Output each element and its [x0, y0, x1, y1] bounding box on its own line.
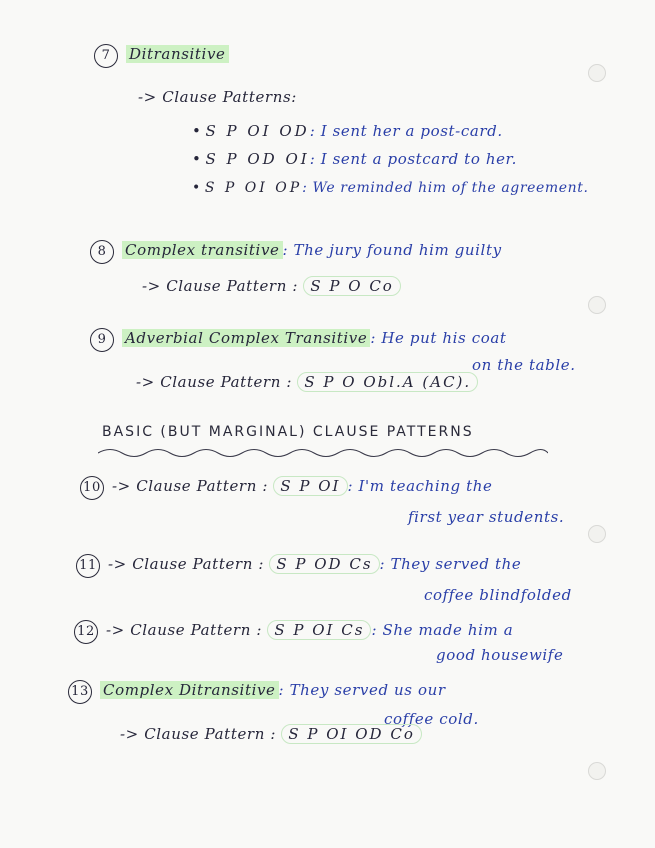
item-9-title-line — [90, 328, 507, 352]
clause-pattern: S P OI OD Co — [281, 724, 422, 744]
item-number: 7 — [94, 44, 118, 68]
item-number: 9 — [90, 328, 114, 352]
punch-hole — [588, 296, 606, 314]
item-number: 12 — [74, 620, 98, 644]
item-number: 11 — [76, 554, 100, 578]
clause-pattern: S P OD Cs — [269, 554, 379, 574]
punch-hole — [588, 762, 606, 780]
pattern-label: -> Clause Pattern : — [112, 477, 268, 495]
pattern-label: -> Clause Pattern : — [108, 555, 264, 573]
pattern-label: -> Clause Pattern : — [136, 373, 292, 391]
clause-pattern: S P OI OP — [204, 180, 303, 196]
item-title: Complex transitive — [122, 241, 283, 259]
item-number: 10 — [80, 476, 104, 500]
clause-pattern: S P OI Cs — [267, 620, 371, 640]
pattern-label: -> Clause Pattern : — [120, 725, 276, 743]
punch-hole — [588, 525, 606, 543]
item-11-line — [76, 554, 521, 578]
example-sentence: : We reminded him of the agreement. — [302, 180, 589, 196]
example-sentence: : I sent a postcard to her. — [309, 150, 518, 168]
item-12-line — [74, 620, 513, 644]
item-10-line — [80, 476, 492, 500]
example-sentence: : They served the — [379, 555, 522, 573]
heading-underline — [98, 446, 548, 460]
example-sentence: : He put his coat — [370, 329, 507, 347]
item-7-pattern-label: -> Clause Patterns: — [138, 88, 297, 106]
section-heading: BASIC (BUT MARGINAL) CLAUSE PATTERNS — [102, 424, 474, 440]
example-sentence: : She made him a — [371, 621, 514, 639]
example-sentence-continued: good housewife — [436, 646, 564, 664]
clause-pattern: S P O Co — [303, 276, 400, 296]
item-8-pattern-line — [142, 276, 401, 296]
item-title: Adverbial Complex Transitive — [122, 329, 370, 347]
example-sentence-continued: coffee blindfolded — [424, 586, 572, 604]
item-title: Ditransitive — [126, 45, 229, 63]
clause-pattern: S P OI OD — [205, 122, 310, 140]
example-sentence-continued: coffee cold. — [384, 710, 479, 728]
example-sentence: : I'm teaching the — [347, 477, 493, 495]
example-sentence-continued: first year students. — [408, 508, 565, 526]
item-number: 13 — [68, 680, 92, 704]
item-7-bullet: • S P OI OP: We reminded him of the agreement. — [192, 180, 589, 196]
item-7-bullet: • S P OD OI: I sent a postcard to her. — [192, 150, 518, 168]
example-sentence: : They served us our — [278, 681, 446, 699]
clause-pattern: S P OI — [273, 476, 347, 496]
item-7-title-line — [94, 44, 229, 68]
example-sentence: : The jury found him guilty — [282, 241, 502, 259]
item-7-bullet: • S P OI OD: I sent her a post-card. — [192, 122, 503, 140]
item-number: 8 — [90, 240, 114, 264]
pattern-label: -> Clause Pattern : — [142, 277, 298, 295]
item-13-title-line — [68, 680, 446, 704]
punch-hole — [588, 64, 606, 82]
example-sentence-continued: on the table. — [472, 356, 576, 374]
example-sentence: : I sent her a post-card. — [309, 122, 503, 140]
clause-pattern: S P O Obl.A (AC). — [297, 372, 478, 392]
item-13-pattern-line — [120, 724, 422, 744]
item-8-title-line — [90, 240, 502, 264]
item-9-pattern-line — [136, 372, 478, 392]
item-title: Complex Ditransitive — [100, 681, 279, 699]
clause-pattern: S P OD OI — [205, 150, 310, 168]
pattern-label: -> Clause Pattern : — [106, 621, 262, 639]
